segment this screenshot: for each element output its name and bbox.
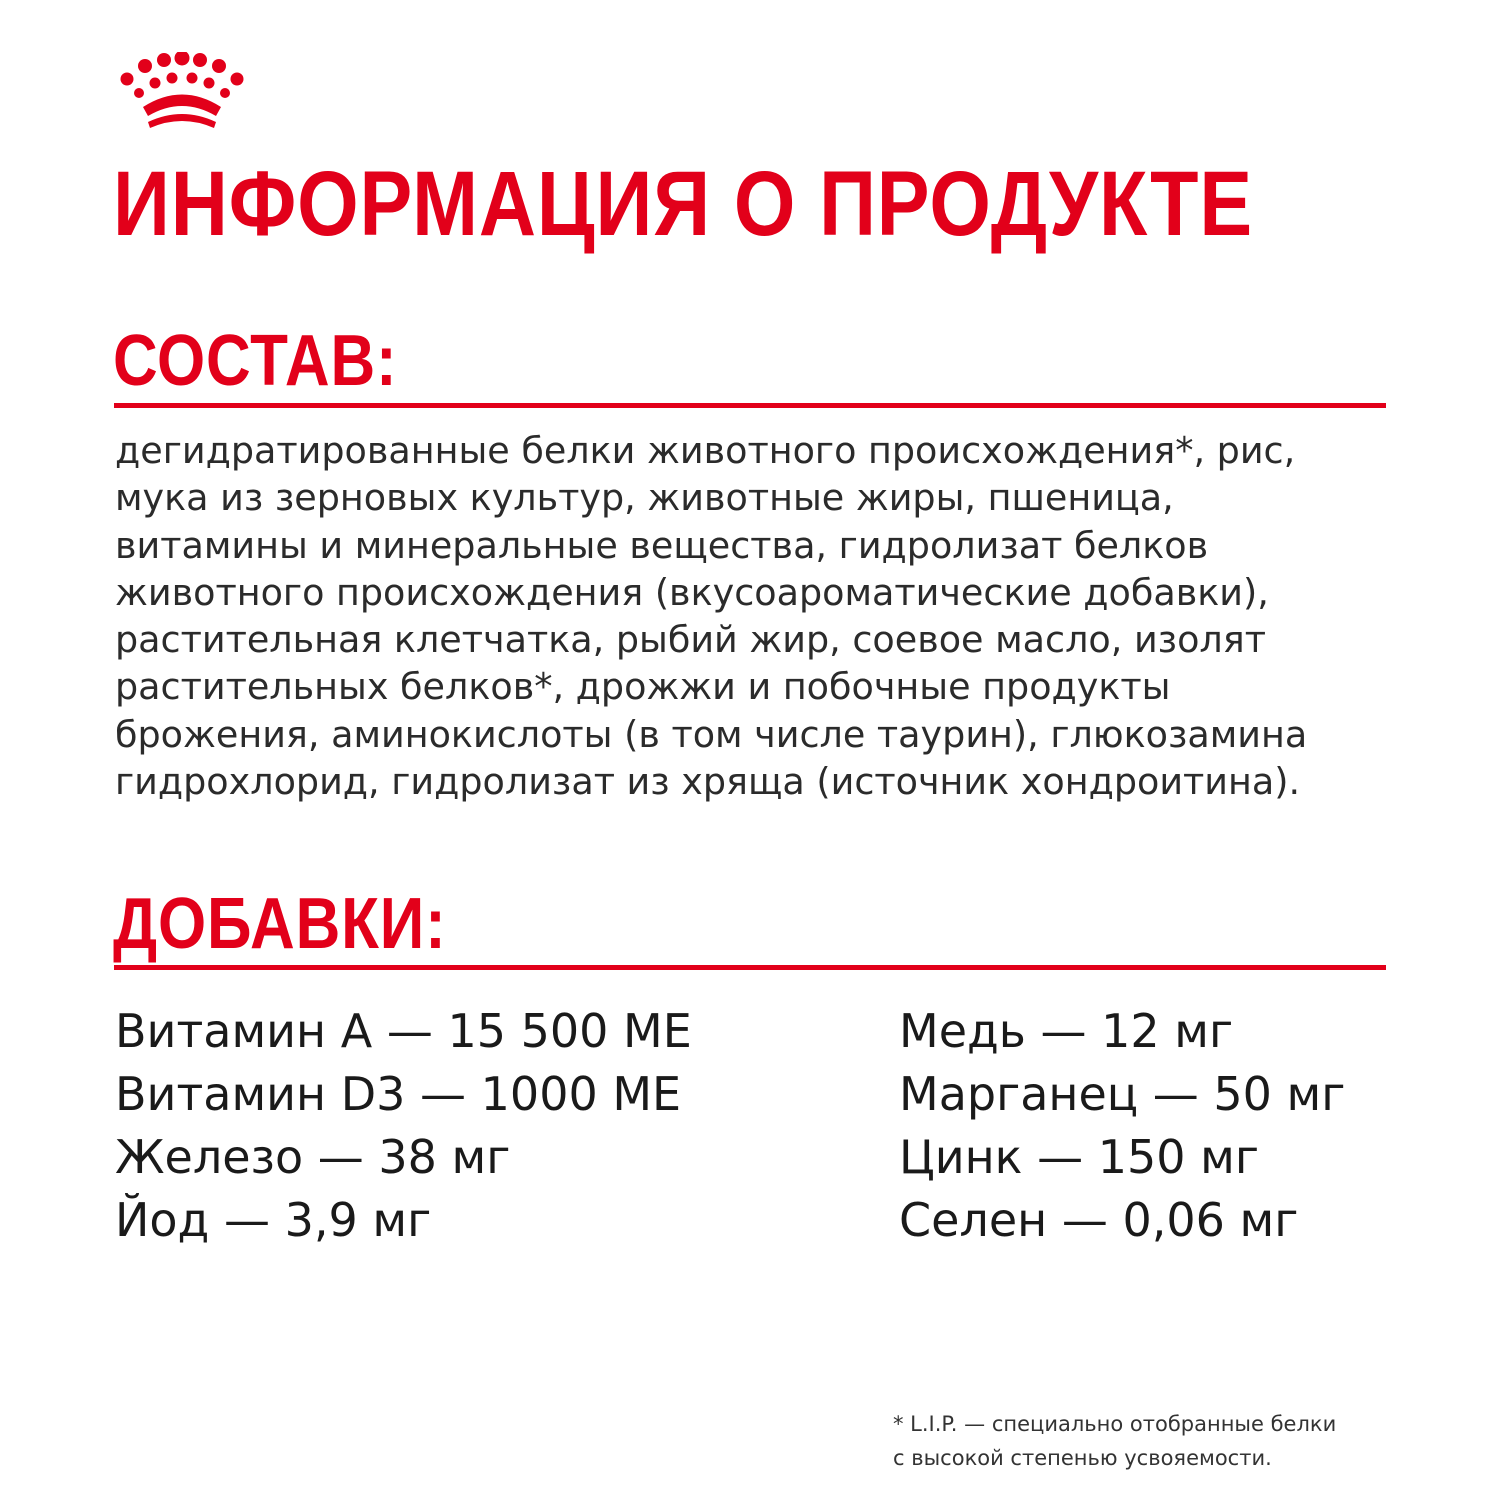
composition-line: витамины и минеральные вещества, гидролизат белков (115, 523, 1209, 567)
additive-item: Железо — 38 мг (115, 1130, 511, 1184)
composition-line: растительных белков*, дрожжи и побочные продукты (115, 665, 1171, 709)
composition-line: брожения, аминокислоты (в том числе таурин), глюкозамина (115, 712, 1308, 756)
additive-item: Йод — 3,9 мг (115, 1193, 432, 1247)
additive-item: Марганец — 50 мг (899, 1067, 1346, 1121)
additives-list-right (899, 1000, 1345, 1252)
additive-item: Витамин D3 — 1000 МЕ (115, 1067, 682, 1121)
additives-list-left (115, 1000, 692, 1252)
composition-heading: СОСТАВ: (113, 321, 398, 401)
composition-line: гидрохлорид, гидролизат из хряща (источник хондроитина). (115, 760, 1301, 804)
composition-divider (114, 403, 1386, 408)
footnote-line: * L.I.P. — специально отобранные белки (893, 1412, 1337, 1436)
additive-item: Селен — 0,06 мг (899, 1193, 1299, 1247)
footnote-line: с высокой степенью усвояемости. (893, 1446, 1272, 1470)
composition-line: дегидратированные белки животного происхождения*, рис, (115, 429, 1296, 472)
composition-line: животного происхождения (вкусоароматические добавки), (115, 570, 1269, 614)
composition-line: мука из зерновых культур, животные жиры, пшеница, (115, 476, 1174, 520)
additive-item: Медь — 12 мг (899, 1004, 1234, 1058)
footnote (893, 1407, 1336, 1475)
additive-item: Витамин A — 15 500 МЕ (115, 1004, 692, 1058)
additives-divider (114, 965, 1386, 970)
composition-line: растительная клетчатка, рыбий жир, соевое масло, изолят (115, 618, 1266, 662)
page-title: ИНФОРМАЦИЯ О ПРОДУКТЕ (113, 153, 1253, 255)
additives-heading: ДОБАВКИ: (113, 884, 447, 964)
crown-icon (117, 52, 247, 132)
additive-item: Цинк — 150 мг (899, 1130, 1260, 1184)
composition-text (115, 427, 1365, 805)
